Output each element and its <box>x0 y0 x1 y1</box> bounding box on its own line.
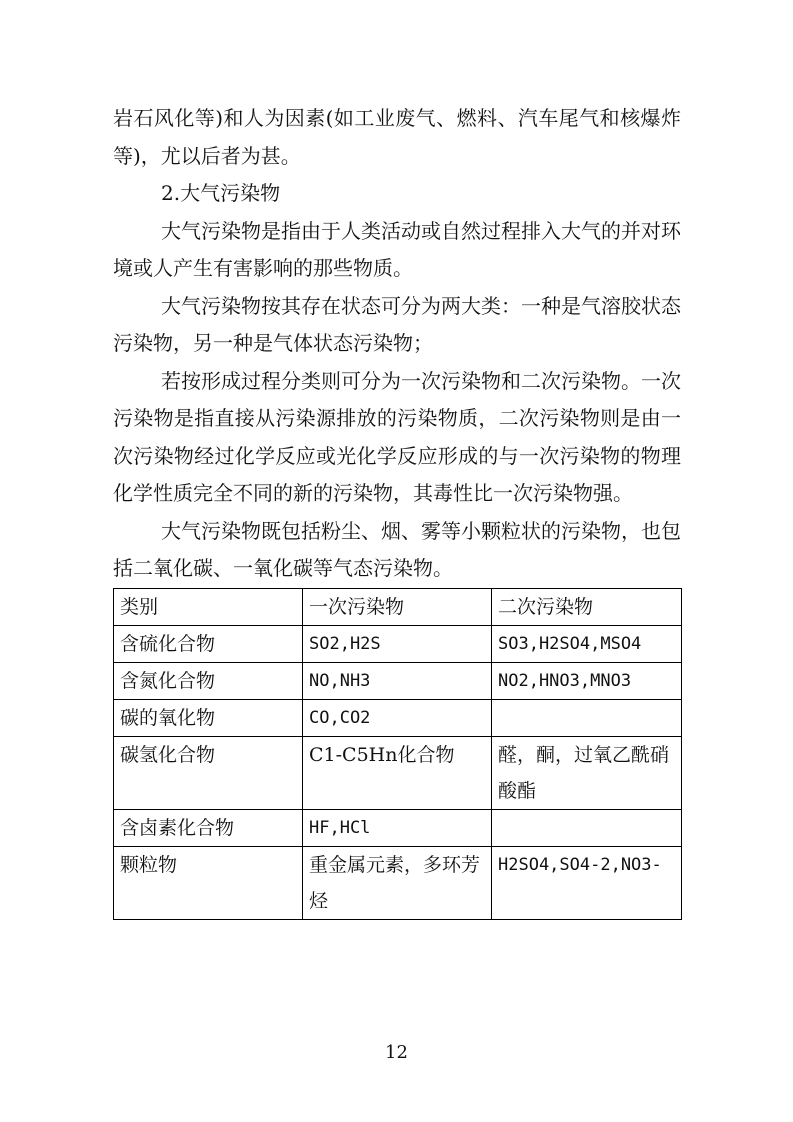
table-row <box>114 662 682 699</box>
section-heading: 2.大气污染物 <box>161 181 281 205</box>
table-cell-secondary: 醛，酮，过氧乙酰硝酸酯 <box>492 736 682 809</box>
table-cell-category: 含卤素化合物 <box>114 809 303 846</box>
table-header-category: 类别 <box>114 588 303 625</box>
table-cell-category: 颗粒物 <box>114 846 303 919</box>
paragraph-pollutant-forms: 大气污染物既包括粉尘、烟、雾等小颗粒状的污染物，也包括二氧化碳、一氧化碳等气态污染物。 <box>113 518 681 580</box>
table-cell-category: 碳的氧化物 <box>114 699 303 736</box>
table-cell-primary: SO2,H2S <box>303 625 492 662</box>
page-number: 12 <box>385 1042 408 1063</box>
table-row <box>114 809 682 846</box>
table-cell-secondary <box>492 699 682 736</box>
paragraph-state-classification: 大气污染物按其存在状态可分为两大类：一种是气溶胶状态污染物，另一种是气体状态污染物； <box>113 293 681 355</box>
paragraph-formation-classification: 若按形成过程分类则可分为一次污染物和二次污染物。一次污染物是指直接从污染源排放的污染物质，二次污染物则是由一次污染物经过化学反应或光化学反应形成的与一次污染物的物理化学性质完全不同的新的污染物，其毒性比一次污染物强。 <box>113 368 681 505</box>
table-cell-primary: 重金属元素，多环芳烃 <box>303 846 492 919</box>
table-row <box>114 846 682 919</box>
table-row <box>114 699 682 736</box>
paragraph-continued: 岩石风化等)和人为因素(如工业废气、燃料、汽车尾气和核爆炸等)，尤以后者为甚。 <box>113 106 681 168</box>
table-cell-primary: C1-C5Hn化合物 <box>303 736 492 809</box>
table-cell-category: 含硫化合物 <box>114 625 303 662</box>
table-cell-secondary: SO3,H2SO4,MSO4 <box>492 625 682 662</box>
table-cell-secondary <box>492 809 682 846</box>
paragraph-definition: 大气污染物是指由于人类活动或自然过程排入大气的并对环境或人产生有害影响的那些物质。 <box>113 218 681 280</box>
table-cell-primary: HF,HCl <box>303 809 492 846</box>
table-row <box>114 736 682 809</box>
table-header-row <box>114 588 682 625</box>
table-cell-category: 碳氢化合物 <box>114 736 303 809</box>
table-cell-primary: CO,CO2 <box>303 699 492 736</box>
table-cell-secondary: H2SO4,SO4-2,NO3- <box>492 846 682 919</box>
table-cell-secondary: NO2,HNO3,MNO3 <box>492 662 682 699</box>
table-cell-category: 含氮化合物 <box>114 662 303 699</box>
table-cell-primary: NO,NH3 <box>303 662 492 699</box>
document-page <box>113 100 681 920</box>
table-header-secondary: 二次污染物 <box>492 588 682 625</box>
table-header-primary: 一次污染物 <box>303 588 492 625</box>
pollutant-table <box>113 588 682 920</box>
table-row <box>114 625 682 662</box>
